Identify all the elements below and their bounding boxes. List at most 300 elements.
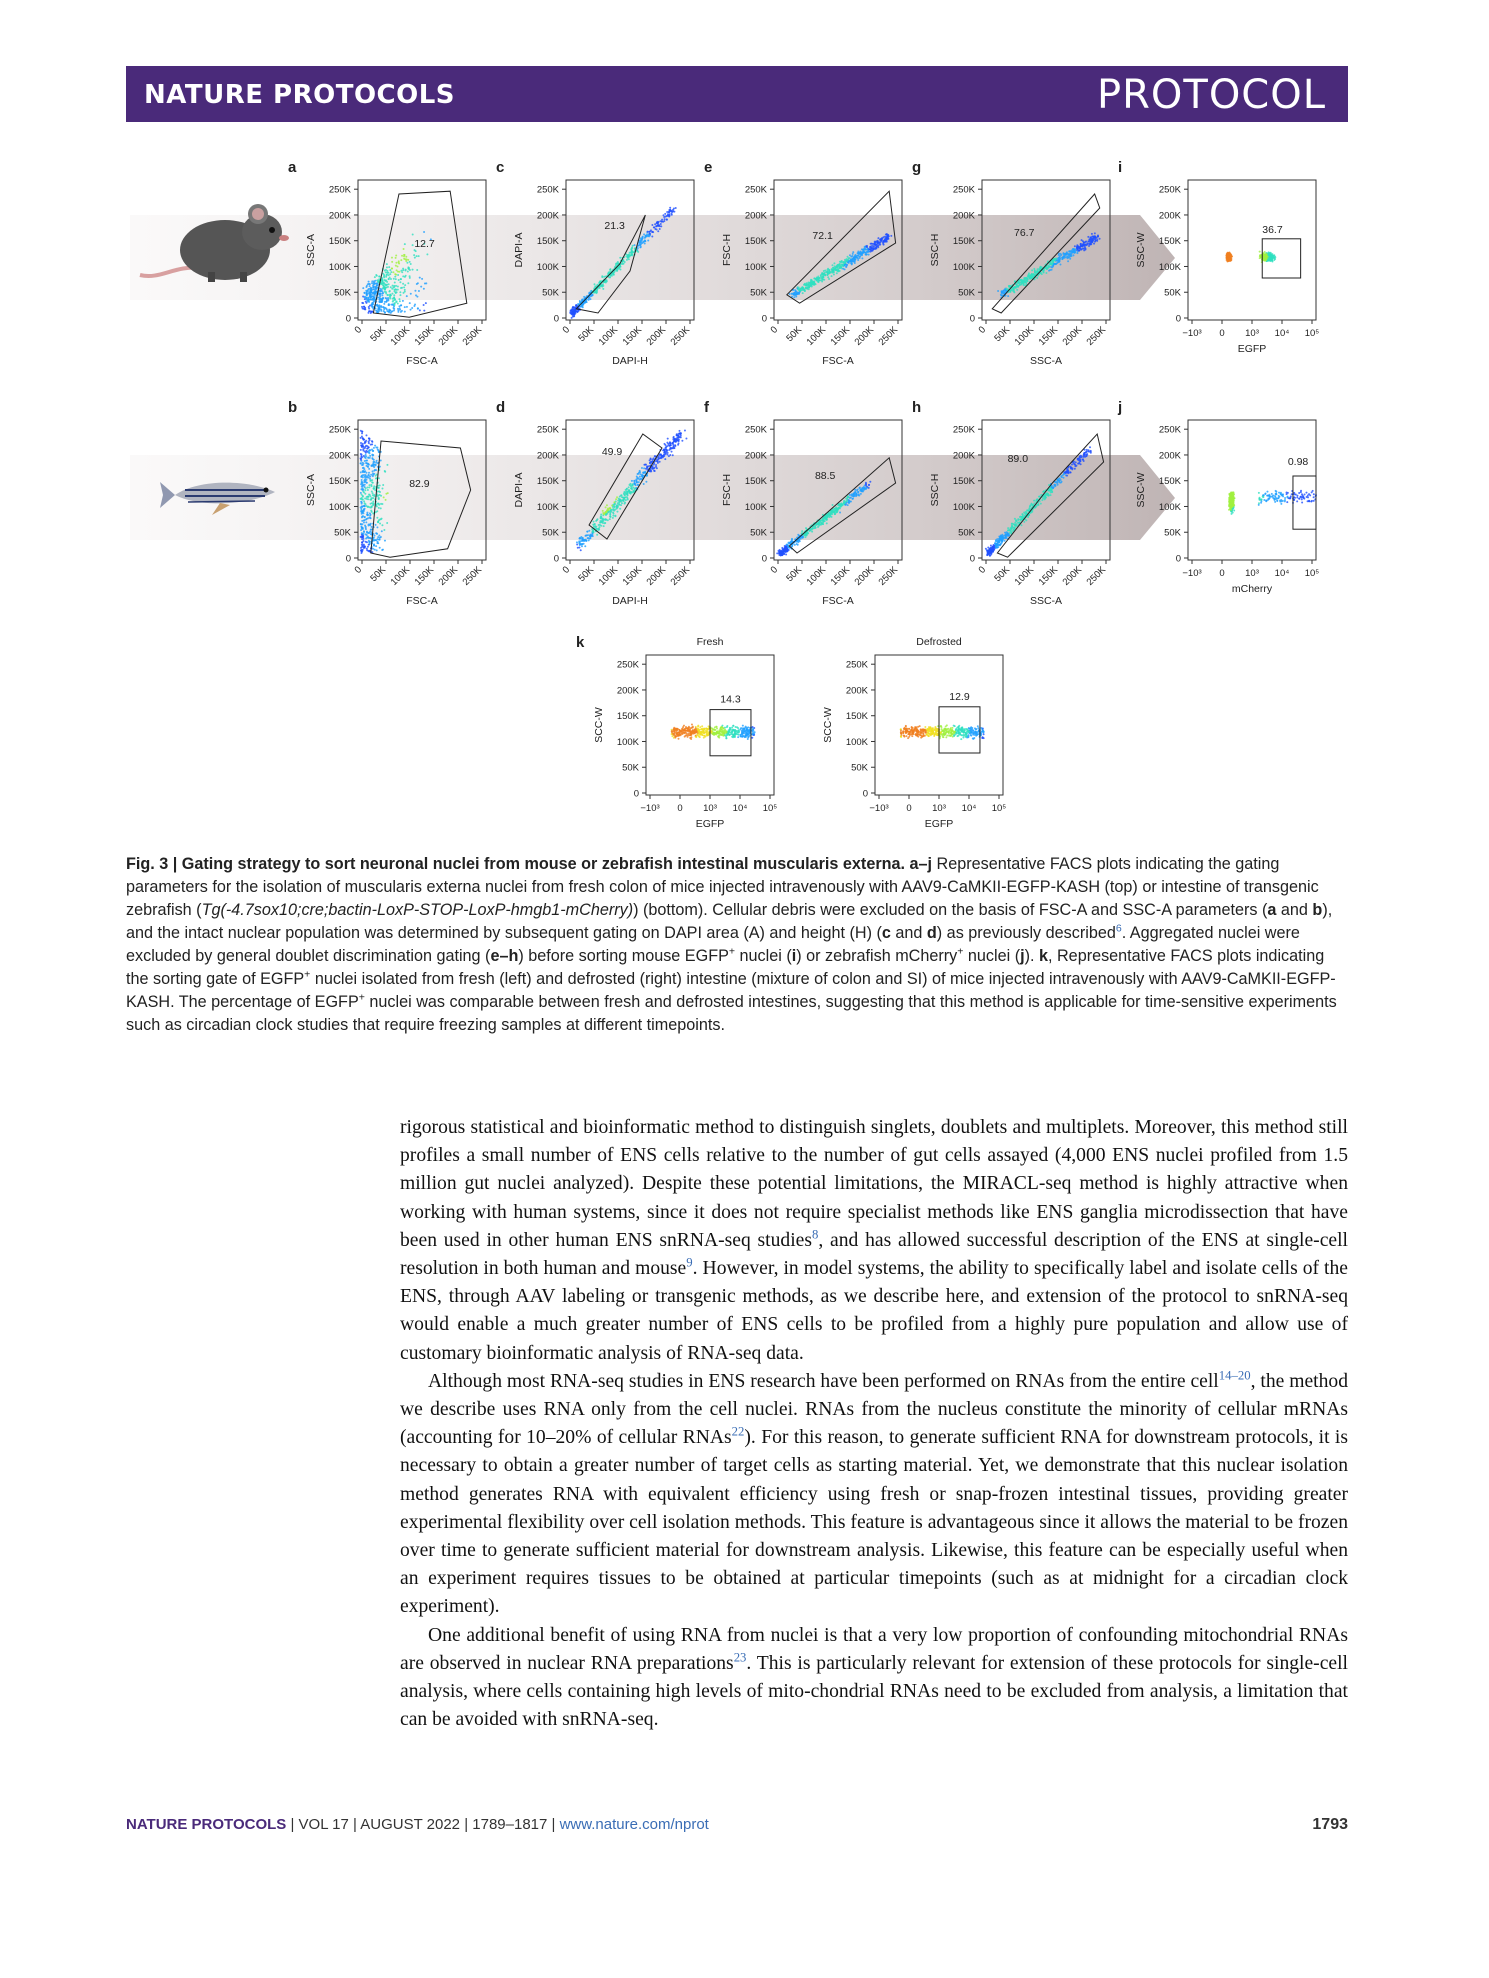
scatter-dot (598, 529, 600, 531)
scatter-dots (1228, 490, 1317, 515)
scatter-dot (378, 301, 380, 303)
scatter-dot (797, 534, 799, 536)
scatter-dot (1083, 455, 1085, 457)
scatter-dot (855, 493, 857, 495)
scatter-dot (836, 272, 838, 274)
gate-percent: 88.5 (814, 469, 836, 482)
figure-3 (0, 140, 1489, 840)
scatter-dot (1079, 459, 1081, 461)
scatter-dot (622, 263, 624, 265)
scatter-dot (663, 220, 665, 222)
panel-letter: i (1118, 159, 1123, 176)
y-tick-label: 200K (536, 210, 559, 222)
scatter-dot (796, 293, 798, 295)
x-tick-label: 100K (1012, 324, 1037, 348)
scatter-dot (382, 292, 384, 294)
scatter-dot (404, 243, 406, 245)
y-tick-label: 0 (969, 553, 975, 565)
y-tick-label: 250K (328, 424, 351, 436)
y-tick-label: 150K (328, 476, 351, 488)
scatter-dot (834, 513, 836, 515)
scatter-dot (1016, 289, 1018, 291)
scatter-dot (619, 508, 621, 510)
scatter-dot (369, 512, 371, 514)
scatter-dot (805, 284, 807, 286)
x-tick-label: 50K (368, 324, 389, 345)
scatter-dot (379, 539, 381, 541)
scatter-dot (1265, 257, 1267, 259)
scatter-dot (373, 535, 375, 537)
x-tick-label: 150K (1036, 564, 1061, 588)
x-tick-label: 50K (784, 564, 805, 585)
scatter-dot (366, 302, 368, 304)
scatter-dot (634, 244, 636, 246)
x-tick-label: 200K (436, 564, 461, 588)
scatter-dot (366, 462, 368, 464)
scatter-dot (577, 547, 579, 549)
scatter-dot (857, 252, 859, 254)
scatter-dot (1083, 249, 1085, 251)
scatter-dot (865, 254, 867, 256)
y-tick-label: 0 (553, 313, 559, 325)
scatter-dot (414, 290, 416, 292)
scatter-dot (664, 213, 666, 215)
panel-letter: f (704, 399, 709, 416)
scatter-dot (1085, 248, 1087, 250)
scatter-dot (780, 554, 782, 556)
scatter-dot (786, 549, 788, 551)
scatter-dot (1059, 255, 1061, 257)
scatter-dot (877, 237, 879, 239)
scatter-dot (627, 499, 629, 501)
scatter-dot (786, 544, 788, 546)
scatter-dot (381, 283, 383, 285)
scatter-dot (651, 231, 653, 233)
scatter-dot (1087, 236, 1089, 238)
scatter-dot (399, 281, 401, 283)
scatter-dot (1023, 282, 1025, 284)
scatter-dot (1054, 263, 1056, 265)
scatter-dot (360, 449, 362, 451)
scatter-dot (361, 520, 363, 522)
scatter-dot (363, 438, 365, 440)
scatter-dot (383, 307, 385, 309)
scatter-dot (1065, 257, 1067, 259)
scatter-dot (664, 218, 666, 220)
scatter-dot (1056, 481, 1058, 483)
scatter-dot (399, 294, 401, 296)
scatter-dot (375, 524, 377, 526)
scatter-dot (637, 251, 639, 253)
scatter-dot (402, 283, 404, 285)
scatter-dot (378, 507, 380, 509)
scatter-dot (609, 269, 611, 271)
scatter-dot (1093, 235, 1095, 237)
scatter-dot (1069, 256, 1071, 258)
y-tick-label: 250K (1158, 184, 1181, 196)
scatter-dot (360, 442, 362, 444)
scatter-dot (405, 260, 407, 262)
scatter-dot (628, 489, 630, 491)
y-tick-label: 100K (536, 261, 559, 273)
scatter-dot (845, 263, 847, 265)
scatter-dot (373, 466, 375, 468)
scatter-dot (997, 540, 999, 542)
scatter-dot (870, 243, 872, 245)
scatter-dot (363, 484, 365, 486)
scatter-dot (393, 302, 395, 304)
y-tick-label: 200K (328, 210, 351, 222)
scatter-dot (1036, 277, 1038, 279)
y-tick-label: 0 (761, 553, 767, 565)
scatter-dot (890, 235, 892, 237)
scatter-dot (1019, 518, 1021, 520)
scatter-dot (1039, 495, 1041, 497)
scatter-dot (367, 297, 369, 299)
scatter-dot (380, 507, 382, 509)
scatter-dot (831, 275, 833, 277)
scatter-dot (391, 293, 393, 295)
scatter-dot (584, 545, 586, 547)
scatter-dot (412, 269, 414, 271)
scatter-dot (382, 484, 384, 486)
scatter-dot (1029, 277, 1031, 279)
scatter-dot (659, 225, 661, 227)
scatter-dot (1048, 266, 1050, 268)
panel-letter: e (704, 159, 713, 176)
scatter-dot (1023, 521, 1025, 523)
y-tick-label: 200K (952, 450, 975, 462)
scatter-dot (1042, 271, 1044, 273)
scatter-dot (642, 237, 644, 239)
scatter-dot (379, 298, 381, 300)
y-tick-label: 0 (969, 313, 975, 325)
scatter-dot (987, 551, 989, 553)
x-tick-label: 250K (1084, 324, 1109, 348)
scatter-dot (382, 297, 384, 299)
scatter-dot (372, 295, 374, 297)
scatter-dot (362, 527, 364, 529)
scatter-dot (628, 486, 630, 488)
scatter-dot (376, 304, 378, 306)
x-tick-label: 50K (576, 564, 597, 585)
scatter-dot (648, 235, 650, 237)
scatter-dot (367, 300, 369, 302)
scatter-dot (1014, 527, 1016, 529)
scatter-dot (869, 481, 871, 483)
scatter-dot (380, 460, 382, 462)
scatter-dot (619, 496, 621, 498)
scatter-dot (404, 289, 406, 291)
scatter-dot (370, 292, 372, 294)
scatter-dot (364, 486, 366, 488)
scatter-dot (1263, 258, 1265, 260)
scatter-dot (362, 489, 364, 491)
scatter-dot (617, 500, 619, 502)
scatter-dot (1089, 446, 1091, 448)
scatter-dot (583, 543, 585, 545)
scatter-dot (660, 455, 662, 457)
scatter-dot (421, 278, 423, 280)
y-tick-label: 150K (1158, 236, 1181, 248)
scatter-dot (372, 450, 374, 452)
y-tick-label: 50K (334, 527, 351, 539)
journal-name: NATURE PROTOCOLS (144, 80, 456, 110)
scatter-dot (372, 503, 374, 505)
scatter-dot (860, 493, 862, 495)
scatter-dot (835, 269, 837, 271)
scatter-dot (684, 429, 686, 431)
scatter-dot (1077, 459, 1079, 461)
scatter-dot (401, 255, 403, 257)
scatter-dot (996, 542, 998, 544)
scatter-dot (601, 285, 603, 287)
scatter-dot (626, 259, 628, 261)
scatter-dot (374, 276, 376, 278)
scatter-dot (1076, 246, 1078, 248)
scatter-dot (1077, 250, 1079, 252)
scatter-dot (426, 253, 428, 255)
scatter-dot (1051, 266, 1053, 268)
scatter-dot (827, 276, 829, 278)
scatter-dot (1072, 251, 1074, 253)
scatter-dot (366, 532, 368, 534)
scatter-dot (360, 523, 362, 525)
scatter-dot (676, 434, 678, 436)
scatter-dot (849, 254, 851, 256)
scatter-dot (1007, 295, 1009, 297)
scatter-dot (398, 271, 400, 273)
scatter-dot (667, 438, 669, 440)
scatter-dot (368, 437, 370, 439)
scatter-dot (657, 462, 659, 464)
scatter-dot (391, 288, 393, 290)
scatter-dot (364, 546, 366, 548)
scatter-dot (783, 553, 785, 555)
scatter-dot (1259, 251, 1261, 253)
scatter-dot (375, 283, 377, 285)
scatter-dot (370, 499, 372, 501)
scatter-dot (776, 552, 778, 554)
scatter-dot (643, 464, 645, 466)
y-tick-label: 0 (345, 553, 351, 565)
y-tick-label: 50K (750, 527, 767, 539)
scatter-dot (1013, 287, 1015, 289)
scatter-dot (395, 262, 397, 264)
x-tick-label: 150K (620, 324, 645, 348)
scatter-dot (614, 515, 616, 517)
scatter-dot (378, 487, 380, 489)
scatter-dot (583, 540, 585, 542)
scatter-dot (1027, 510, 1029, 512)
scatter-dot (404, 258, 406, 260)
scatter-dot (588, 530, 590, 532)
scatter-dot (361, 501, 363, 503)
scatter-dot (867, 248, 869, 250)
scatter-dot (410, 263, 412, 265)
scatter-dot (582, 537, 584, 539)
scatter-dot (816, 523, 818, 525)
scatter-dot (398, 279, 400, 281)
scatter-dot (367, 290, 369, 292)
scatter-dot (607, 519, 609, 521)
scatter-dot (802, 287, 804, 289)
y-tick-label: 250K (744, 424, 767, 436)
scatter-dot (885, 233, 887, 235)
scatter-dot (373, 487, 375, 489)
x-tick-label: 100K (804, 564, 829, 588)
scatter-dot (833, 267, 835, 269)
scatter-dot (868, 484, 870, 486)
scatter-dot (613, 501, 615, 503)
scatter-dot (1051, 491, 1053, 493)
scatter-dot (374, 287, 376, 289)
scatter-dot (396, 265, 398, 267)
x-axis-label: FSC-A (406, 595, 438, 607)
scatter-dot (1040, 266, 1042, 268)
gate-percent: 21.3 (604, 220, 625, 232)
scatter-dot (1059, 263, 1061, 265)
scatter-dot (419, 277, 421, 279)
scatter-dot (826, 522, 828, 524)
scatter-dot (398, 305, 400, 307)
scatter-dot (1094, 232, 1096, 234)
scatter-dot (1033, 274, 1035, 276)
scatter-dot (781, 547, 783, 549)
scatter-dot (392, 285, 394, 287)
scatter-dot (398, 262, 400, 264)
scatter-dot (375, 446, 377, 448)
scatter-dot (373, 473, 375, 475)
scatter-dot (616, 511, 618, 513)
scatter-dot (382, 549, 384, 551)
scatter-dot (387, 492, 389, 494)
scatter-dot (839, 270, 841, 272)
scatter-dot (832, 504, 834, 506)
scatter-dot (369, 298, 371, 300)
panel-letter: h (912, 399, 922, 416)
scatter-dot (1266, 254, 1268, 256)
scatter-dot (368, 517, 370, 519)
scatter-dot (1021, 516, 1023, 518)
scatter-dot (400, 259, 402, 261)
scatter-dot (413, 254, 415, 256)
scatter-dot (616, 496, 618, 498)
scatter-dot (393, 296, 395, 298)
scatter-dot (361, 546, 363, 548)
scatter-dot (383, 276, 385, 278)
y-tick-label: 250K (536, 424, 559, 436)
scatter-dot (803, 284, 805, 286)
scatter-dot (363, 516, 365, 518)
scatter-dot (1031, 269, 1033, 271)
scatter-dot (789, 541, 791, 543)
scatter-dot (1050, 489, 1052, 491)
scatter-dot (828, 278, 830, 280)
scatter-dot (368, 484, 370, 486)
scatter-dot (1027, 516, 1029, 518)
scatter-dot (386, 274, 388, 276)
y-tick-label: 200K (1158, 210, 1181, 222)
scatter-dot (377, 462, 379, 464)
scatter-dot (361, 486, 363, 488)
y-tick-label: 250K (536, 184, 559, 196)
journal-header (126, 66, 1348, 122)
gate-percent: 12.7 (414, 238, 435, 251)
x-tick-label: 200K (644, 324, 669, 348)
scatter-dot (639, 471, 641, 473)
scatter-dot (386, 464, 388, 466)
scatter-dot (400, 270, 402, 272)
scatter-dot (601, 521, 603, 523)
scatter-dot (601, 276, 603, 278)
scatter-dot (367, 489, 369, 491)
scatter-dot (612, 508, 614, 510)
scatter-dot (598, 526, 600, 528)
scatter-dot (593, 523, 595, 525)
scatter-dot (828, 516, 830, 518)
scatter-dot (824, 274, 826, 276)
scatter-dot (1018, 282, 1020, 284)
scatter-dot (615, 498, 617, 500)
scatter-dot (369, 449, 371, 451)
scatter-dot (833, 262, 835, 264)
scatter-dot (386, 284, 388, 286)
scatter-dot (414, 257, 416, 259)
scatter-dot (1002, 537, 1004, 539)
gate-percent: 36.7 (1262, 224, 1283, 237)
scatter-dot (372, 286, 374, 288)
scatter-dot (364, 489, 366, 491)
x-tick-label: 0 (976, 324, 989, 336)
scatter-dot (1296, 500, 1298, 502)
scatter-dot (373, 294, 375, 296)
scatter-dot (596, 534, 598, 536)
scatter-dot (361, 306, 363, 308)
scatter-dot (1067, 470, 1069, 472)
scatter-dot (385, 293, 387, 295)
scatter-dot (659, 461, 661, 463)
scatter-dot (666, 219, 668, 221)
scatter-dot (881, 237, 883, 239)
scatter-dot (869, 246, 871, 248)
scatter-dot (793, 296, 795, 298)
scatter-dot (1075, 461, 1077, 463)
scatter-dot (380, 536, 382, 538)
scatter-dot (650, 458, 652, 460)
scatter-dot (1048, 489, 1050, 491)
scatter-dot (861, 252, 863, 254)
scatter-dot (365, 528, 367, 530)
scatter-dot (385, 276, 387, 278)
scatter-dot (1006, 531, 1008, 533)
scatter-dot (622, 260, 624, 262)
scatter-dot (866, 246, 868, 248)
scatter-dot (369, 550, 371, 552)
scatter-dot (667, 449, 669, 451)
scatter-dot (842, 268, 844, 270)
scatter-dot (1007, 527, 1009, 529)
x-tick-label: 0 (768, 324, 781, 336)
scatter-dot (780, 551, 782, 553)
y-tick-label: 150K (536, 476, 559, 488)
scatter-dot (379, 522, 381, 524)
scatter-dot (400, 304, 402, 306)
scatter-dot (376, 460, 378, 462)
scatter-dot (797, 541, 799, 543)
scatter-dot (367, 498, 369, 500)
scatter-dot (861, 248, 863, 250)
